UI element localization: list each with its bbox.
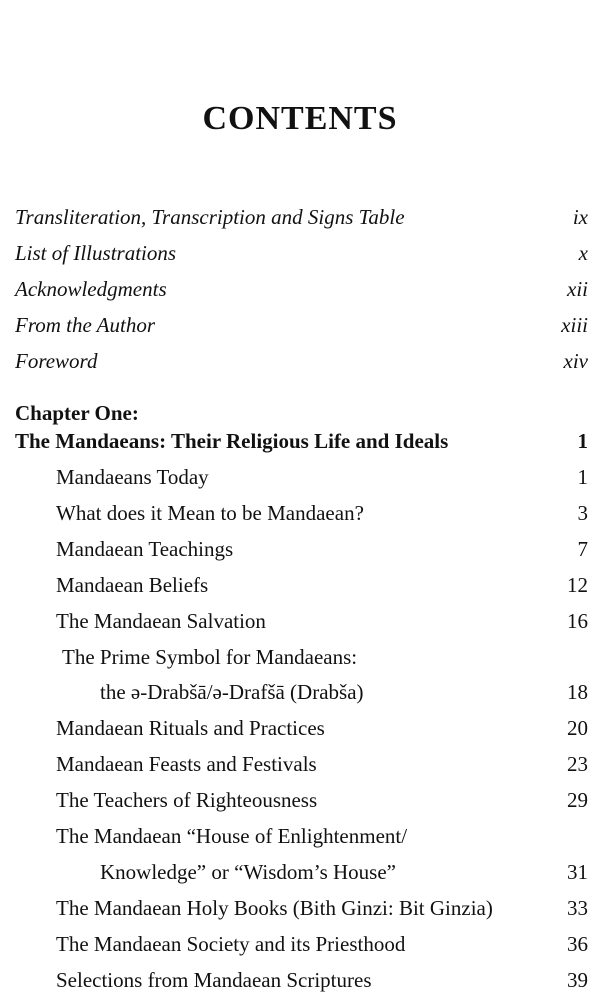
toc-section-label: The Prime Symbol for Mandaeans:: [62, 645, 358, 669]
toc-section-label: Mandaean Teachings: [56, 537, 234, 561]
toc-entry-foreword: [0, 348, 600, 374]
toc-section-label: The Mandaean Society and its Priesthood: [56, 932, 406, 956]
toc-section: [0, 823, 600, 849]
toc-section-label: Selections from Mandaean Scriptures: [56, 968, 372, 992]
toc-section-page: 29: [567, 788, 588, 812]
toc-section-page: 3: [577, 501, 588, 525]
toc-section-page: 36: [567, 932, 588, 956]
toc-entry-label: Transliteration, Transcription and Signs Table: [15, 205, 405, 229]
toc-section-continuation: [0, 679, 600, 705]
chapter-title: The Mandaeans: Their Religious Life and Ideals: [15, 429, 449, 453]
toc-section-page: 23: [567, 752, 588, 776]
toc-section-page: 12: [567, 573, 588, 597]
toc-section-label: Mandaean Feasts and Festivals: [56, 752, 317, 776]
toc-section-continuation: [0, 859, 600, 885]
toc-section-label: The Mandaean Holy Books (Bith Ginzi: Bit Ginzia): [56, 896, 493, 920]
toc-section-label: The Teachers of Righteousness: [56, 788, 318, 812]
toc-section-label-cont: Knowledge” or “Wisdom’s House”: [100, 860, 396, 884]
toc-entry-label: From the Author: [15, 313, 155, 337]
toc-section-page: 18: [567, 680, 588, 704]
toc-section-page: 1: [577, 465, 588, 489]
toc-section-label: Mandaean Beliefs: [56, 573, 209, 597]
toc-section-label-cont: the ə-Drabšā/ə-Drafšā (Drabša): [100, 680, 364, 704]
toc-entry-page: xiv: [563, 349, 588, 373]
toc-entry-page: ix: [572, 205, 588, 229]
toc-section: [0, 608, 600, 634]
chapter-page: 1: [577, 429, 588, 453]
toc-section: [0, 464, 600, 490]
toc-entry-from-the-author: [0, 312, 600, 338]
toc-entry-label: Acknowledgments: [15, 277, 167, 301]
toc-entry-page: xiii: [561, 313, 588, 337]
toc-section: [0, 787, 600, 813]
toc-entry-illustrations: [0, 240, 600, 266]
toc-section-page: 33: [567, 896, 588, 920]
toc-section: [0, 644, 600, 670]
toc-section-page: 31: [567, 860, 588, 884]
toc-section: [0, 572, 600, 598]
toc-section-label: The Mandaean “House of Enlightenment/: [56, 824, 408, 848]
toc-section-page: 20: [567, 716, 588, 740]
toc-section-page: 16: [567, 609, 588, 633]
toc-section: [0, 895, 600, 921]
toc-entry-transliteration: [0, 204, 600, 230]
toc-section: [0, 536, 600, 562]
toc-section: [0, 967, 600, 993]
toc-section: [0, 500, 600, 526]
toc-section: [0, 751, 600, 777]
toc-entry-label: Foreword: [15, 349, 98, 373]
toc-entry-label: List of Illustrations: [15, 241, 177, 265]
toc-section-label: Mandaeans Today: [56, 465, 209, 489]
toc-entry-page: x: [578, 241, 588, 265]
toc-section-page: 7: [577, 537, 588, 561]
toc-section-page: 39: [567, 968, 588, 992]
chapter-heading: Chapter One:: [15, 401, 139, 425]
toc-entry-page: xii: [567, 277, 588, 301]
toc-section-label: What does it Mean to be Mandaean?: [56, 501, 364, 525]
chapter-title-row: [0, 428, 600, 454]
toc-section: [0, 715, 600, 741]
page-title: CONTENTS: [202, 100, 398, 137]
toc-section: [0, 931, 600, 957]
toc-section-label: The Mandaean Salvation: [56, 609, 266, 633]
toc-entry-acknowledgments: [0, 276, 600, 302]
toc-section-label: Mandaean Rituals and Practices: [56, 716, 325, 740]
